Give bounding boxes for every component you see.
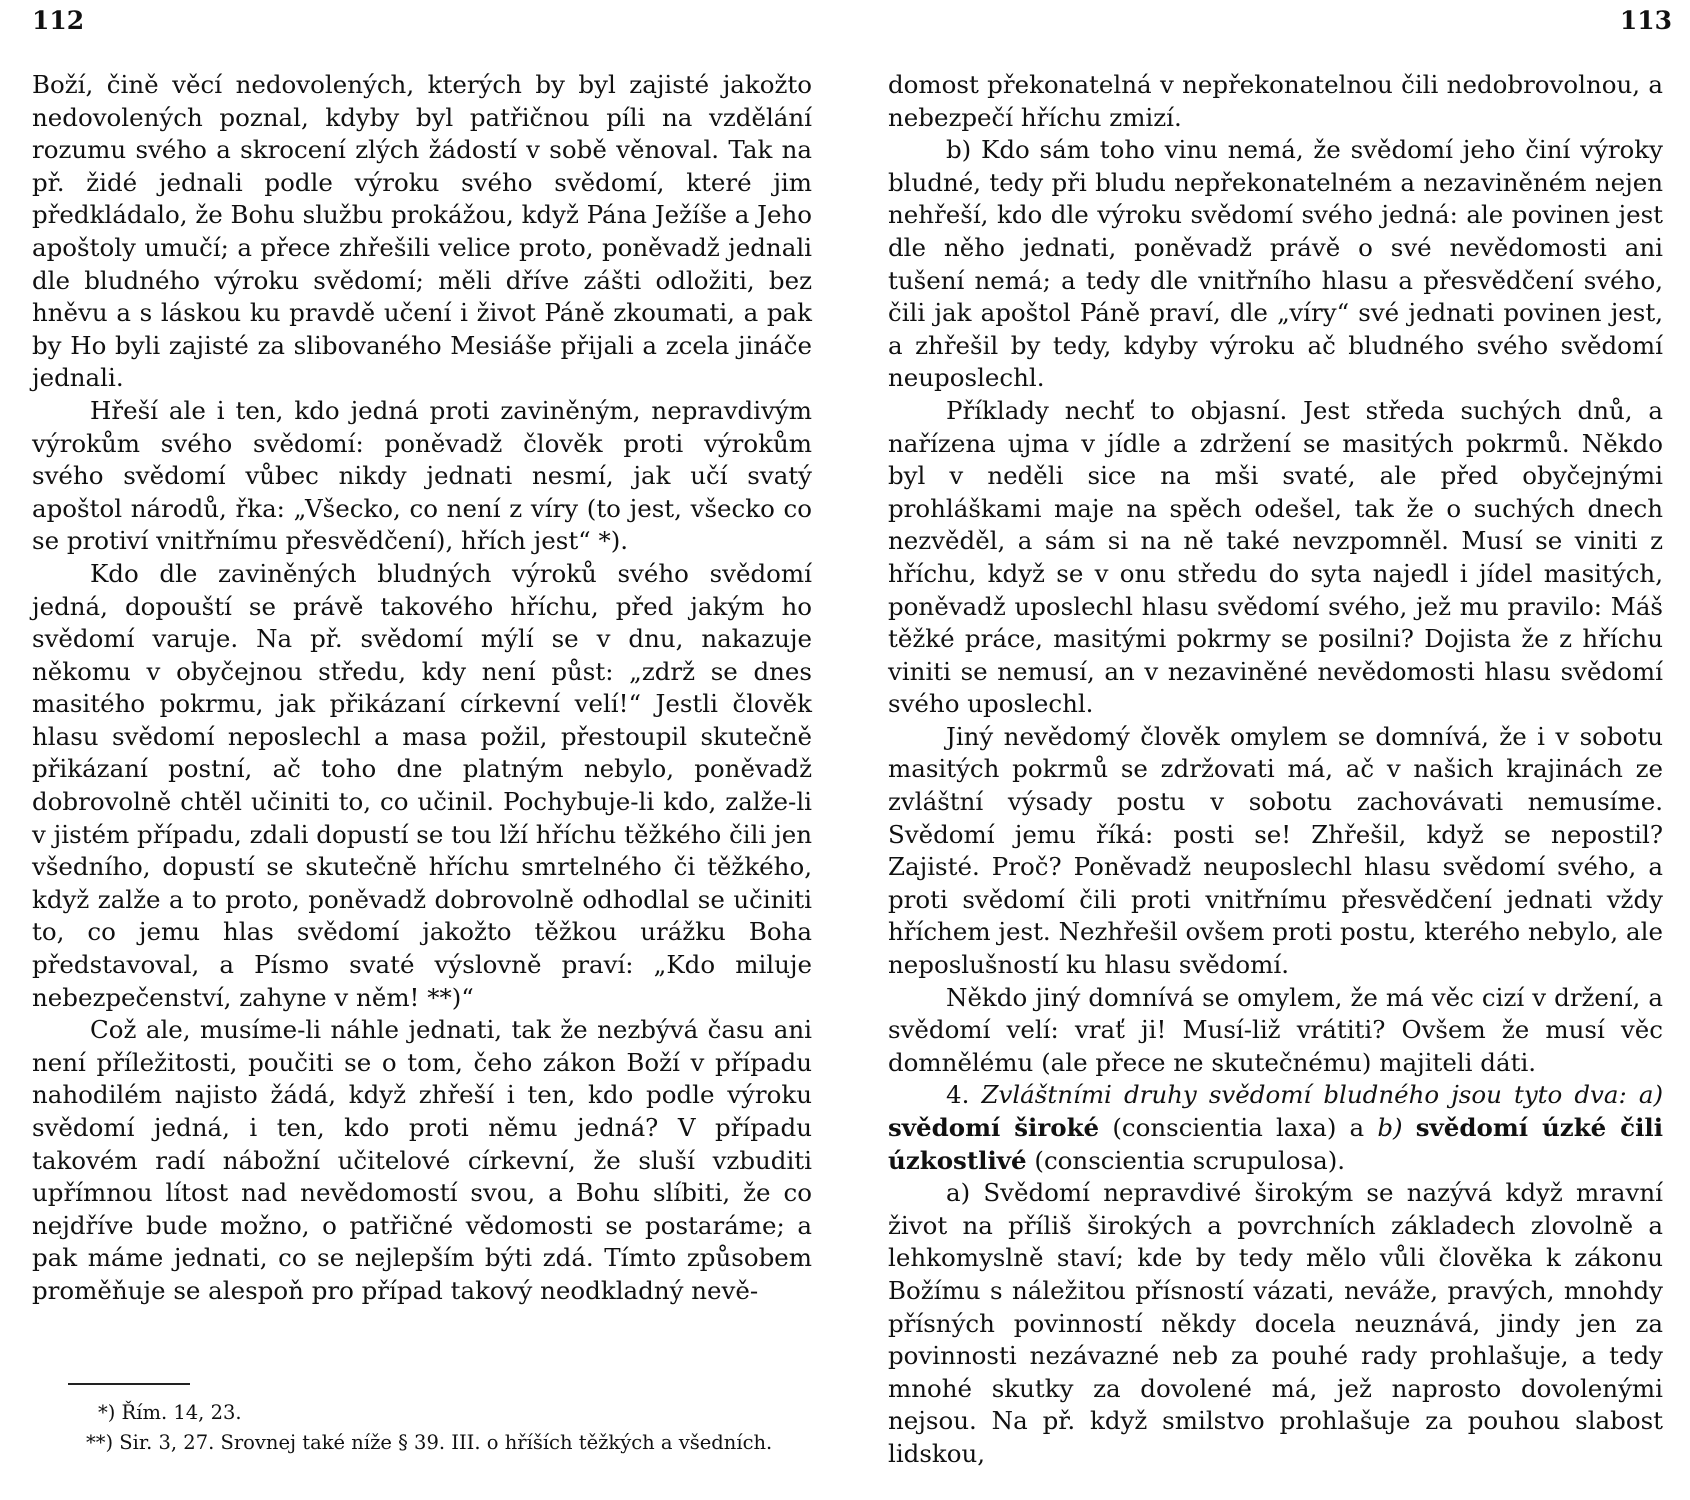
right-text-column xyxy=(888,69,1663,1471)
term-wide-conscience: svědomí široké xyxy=(888,1113,1100,1142)
section-number: 4. xyxy=(946,1080,970,1110)
item-b-marker: b) xyxy=(1377,1113,1403,1142)
left-paragraph-2: Hřeší ale i ten, kdo jedná proti zaviněným, nepravdivým výrokům svého svědomí: poněvadž člověk proti výrokům svého svědomí vůbec nikdy jednati nesmí, jak učí svatý apoštol národů, řka: „Všecko, co není z víry (to jest, všecko co se protiví vnitřnímu přesvědčení), hřích jest“ *). xyxy=(32,395,812,556)
right-paragraph-3: Příklady nechť to objasní. Jest středa suchých dnů, a nařízena ujma v jídle a zdržení se masitých pokrmů. Někdo byl v neděli sice na mši svaté, ale před obyčejnými prohláškami maje na spěch odešel, tak že o suchých dnech nezvěděl, a sám si na ně také nevzpomněl. Musí se viniti z hříchu, když se v onu středu do syta najedl i jídel masitých, poněvadž uposlechl hlasu svědomí svého, jež mu pravilo: Máš těžké práce, masitými pokrmy se posilni? Dojista že z hříchu viniti se nemusí, an v nezaviněné nevědomosti hlasu svědomí svého uposlechl. xyxy=(888,395,1663,719)
right-paragraph-1: domost překonatelná v nepřekonatelnou čili nedobrovolnou, a nebezpečí hříchu zmizí. xyxy=(888,70,1663,132)
page-number-right: 113 xyxy=(1619,6,1672,35)
left-paragraph-4: Což ale, musíme-li náhle jednati, tak že nezbývá času ani není příležitosti, poučiti se o tom, čeho zákon Boží v případu nahodilém najisto žádá, když zhřeší i ten, kdo podle výroku svědomí jedná, i ten, kdo proti němu jedná? V případu takovém radí nábožní učitelové církevní, že sluší vzbuditi upřímnou lítost nad nevědomostí svou, a Bohu slíbiti, že co nejdříve bude možno, o patřičné vědomosti se postaráme; a pak máme jednati, co se nejlepším býti zdá. Tímto způsobem proměňuje se alespoň pro případ takový neodkladný nevě- xyxy=(32,1015,812,1305)
footnote-2: **) Sir. 3, 27. Srovnej také níže § 39. III. o hříších těžkých a všedních. xyxy=(86,1431,773,1454)
latin-term-laxa: (conscientia laxa) a xyxy=(1112,1113,1365,1142)
footnotes xyxy=(32,1398,812,1458)
left-text-column xyxy=(32,69,812,1308)
footnote-divider xyxy=(68,1383,190,1385)
left-paragraph-1: Boží, čině věcí nedovolených, kterých by byl zajisté jakožto nedovolených poznal, kdyby byl patřičnou píli na vzdělání rozumu svého a skrocení zlých žádostí v sobě věnoval. Tak na př. židé jednali podle výroku svého svědomí, které jim předkládalo, že Bohu službu prokážou, když Pána Ježíše a Jeho apoštoly umučí; a přece zhřešili velice proto, poněvadž jednali dle bludného výroku svědomí; měli dříve zášti odložiti, bez hněvu a s láskou ku pravdě učení i život Páně zkoumati, a pak by Ho byli zajisté za slibovaného Mesiáše přijali a zcela jináče jednali. xyxy=(32,70,812,393)
right-paragraph-2: b) Kdo sám toho vinu nemá, že svědomí jeho činí výroky bludné, tedy při bludu nepřekonatelném a nezaviněném nejen nehřeší, kdo dle výroku svědomí svého jedná: ale povinen jest dle něho jednati, poněvadž právě o své nevědomosti ani tušení nemá; a tedy dle vnitřního hlasu a přesvědčení svého, čili jak apoštol Páně praví, dle „víry“ své jednati povinen jest, a zhřešil by tedy, kdyby výroku ač bludného svého svědomí neuposlechl. xyxy=(888,135,1663,393)
item-a-marker: a) xyxy=(1638,1080,1664,1110)
right-paragraph-7: a) Svědomí nepravdivé širokým se nazývá když mravní život na příliš širokých a povrchních základech zlovolně a lehkomyslně staví; kde by tedy mělo vůli člověka k zákonu Božímu s náležitou přísností vázati, neváže, pravých, mnohdy přísných povinností někdy docela neuznává, jindy jen za povinnosti nezávazné neb za pouhé rady prohlašuje, a tedy mnohé skutky za dovolené má, jež naprosto dovolenými nejsou. Na př. když smilstvo prohlašuje za pouhou slabost lidskou, xyxy=(888,1178,1663,1468)
right-paragraph-6 xyxy=(888,1079,1663,1177)
term-scrupulous-conscience: svědomí úzké čili úzkostlivé xyxy=(888,1113,1664,1175)
right-paragraph-4: Jiný nevědomý člověk omylem se domnívá, že i v sobotu masitých pokrmů se zdržovati má, ač v našich krajinách ze zvláštní výsady postu v sobotu zachovávati nemusíme. Svědomí jemu říká: posti se! Zhřešil, když se nepostil? Zajisté. Proč? Poněvadž neuposlechl hlasu svědomí svého, a proti svědomí čili proti vnitřnímu přesvědčení jednati vždy hříchem jest. Nezhřešil ovšem proti postu, kterého nebylo, ale neposlušností ku hlasu svědomí. xyxy=(888,721,1663,980)
latin-term-scrupulosa: (conscientia scrupulosa). xyxy=(1034,1145,1346,1175)
section-heading: Zvláštními druhy svědomí bludného jsou tyto dva: xyxy=(981,1080,1627,1110)
left-paragraph-3: Kdo dle zaviněných bludných výroků svého svědomí jedná, dopouští se právě takového hříchu, před jakým ho svědomí varuje. Na př. svědomí mýlí se v dnu, nakazuje někomu v obyčejnou středu, kdy není půst: „zdrž se dnes masitého pokrmu, jak přikázaní církevní velí!“ Jestli člověk hlasu svědomí neposlechl a masa požil, přestoupil skutečně přikázaní postní, ač toho dne platným nebylo, poněvadž dobrovolně chtěl učiniti to, co učinil. Pochybuje-li kdo, zalže-li v jistém případu, zdali dopustí se tou lží hříchu těžkého čili jen všedního, dopustí se skutečně hříchu smrtelného či těžkého, když zalže a to proto, poněvadž dobrovolně odhodlal se učiniti to, co jemu hlas svědomí jakožto těžkou urážku Boha představoval, a Písmo svaté výslovně praví: „Kdo miluje nebezpečenství, zahyne v něm! **)“ xyxy=(32,558,812,1012)
right-page xyxy=(845,0,1690,1500)
page-number-left: 112 xyxy=(32,6,85,35)
footnote-1: *) Řím. 14, 23. xyxy=(98,1401,242,1424)
right-paragraph-5: Někdo jiný domnívá se omylem, že má věc cizí v držení, a svědomí velí: vrať ji! Musí-liž vrátiti? Ovšem že musí věc domnělému (ale přece ne skutečnému) majiteli dáti. xyxy=(888,982,1663,1077)
